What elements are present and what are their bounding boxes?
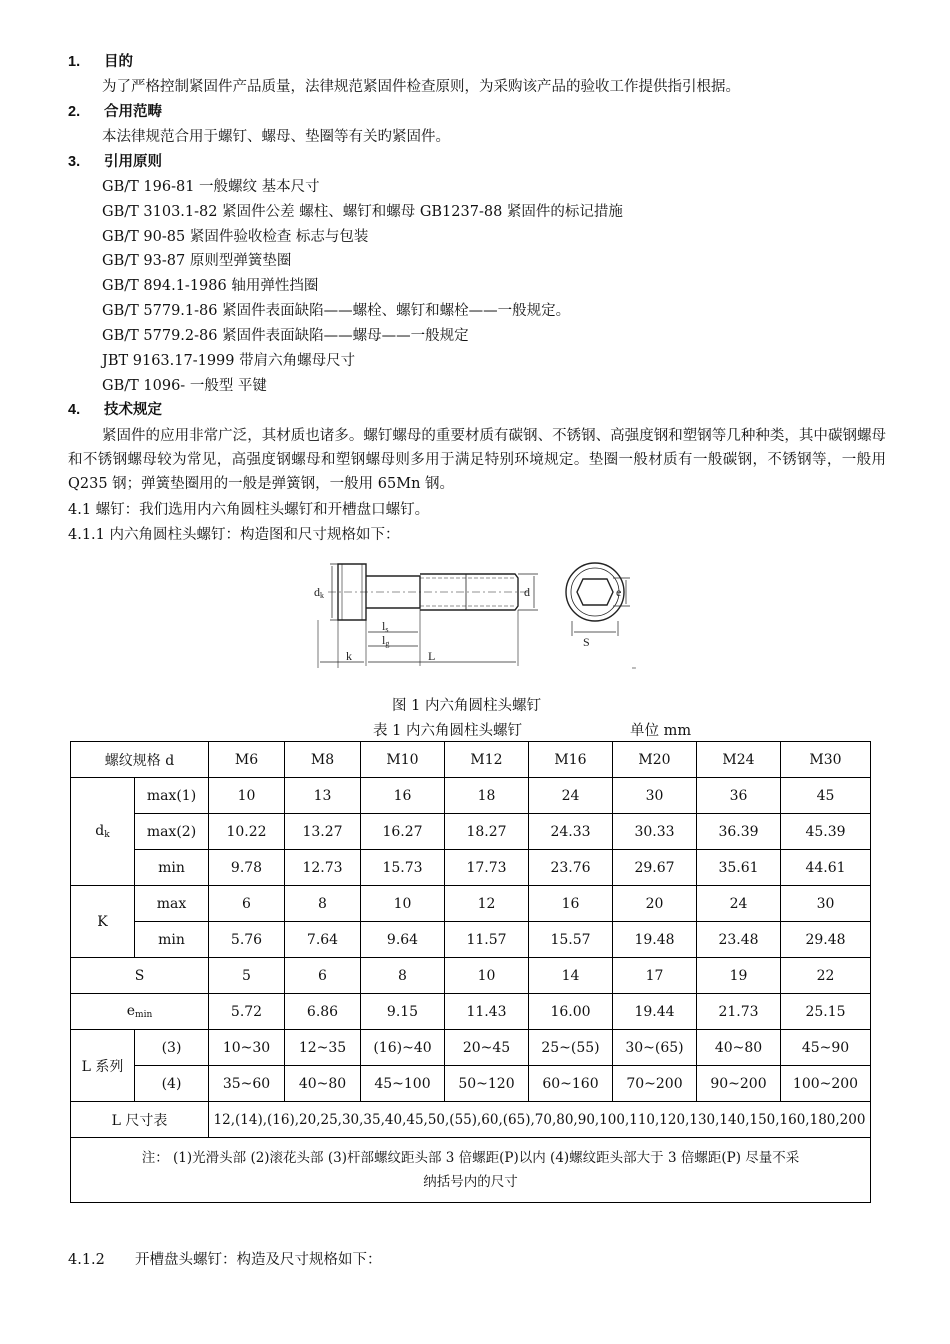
- size-header: M30: [781, 742, 871, 778]
- table-row: [71, 958, 871, 994]
- l-series-label: L 系列: [71, 1030, 135, 1102]
- table-cell: 12~35: [285, 1030, 361, 1066]
- reference-standard: GB/T 93-87 原则型弹簧垫圈: [102, 253, 292, 269]
- table-cell: 10: [209, 778, 285, 814]
- table-cell: 24.33: [529, 814, 613, 850]
- section-3-title: 引用原则: [104, 154, 162, 170]
- row-label: max: [135, 886, 209, 922]
- note-line-1: 注： (1)光滑头部 (2)滚花头部 (3)杆部螺纹距头部 3 倍螺距(P)以内 (4)螺纹距头部大于 3 倍螺距(P) 尽量不采: [141, 1150, 800, 1166]
- reference-standard: GB/T 196-81 一般螺纹 基本尺寸: [102, 179, 320, 195]
- table-cell: 40~80: [285, 1066, 361, 1102]
- table-cell: 50~120: [445, 1066, 529, 1102]
- table-cell: 16.00: [529, 994, 613, 1030]
- row-label: (3): [135, 1030, 209, 1066]
- table-cell: 7.64: [285, 922, 361, 958]
- table-cell: 30: [781, 886, 871, 922]
- table-note: [71, 1138, 871, 1203]
- table-cell: 40~80: [697, 1030, 781, 1066]
- section-4-body: [68, 424, 886, 496]
- label-L: L: [428, 649, 436, 663]
- table-cell: 44.61: [781, 850, 871, 886]
- table-cell: 10.22: [209, 814, 285, 850]
- table-cell: 45~100: [361, 1066, 445, 1102]
- table-cell: 30~(65): [613, 1030, 697, 1066]
- table-cell: 19.48: [613, 922, 697, 958]
- table-row: [71, 778, 871, 814]
- subsection-4-1: 4.1 螺钉：我们选用内六角圆柱头螺钉和开槽盘口螺钉。: [68, 502, 430, 518]
- table-title: 表 1 内六角圆柱头螺钉: [373, 723, 522, 739]
- section-3-number: 3.: [68, 154, 81, 170]
- table-cell: 29.67: [613, 850, 697, 886]
- table-cell: 9.78: [209, 850, 285, 886]
- reference-standard: GB/T 90-85 紧固件验收检查 标志与包装: [102, 229, 369, 245]
- table-cell: 17.73: [445, 850, 529, 886]
- table-cell: 14: [529, 958, 613, 994]
- table-cell: 12: [445, 886, 529, 922]
- row-label: max(2): [135, 814, 209, 850]
- size-header: M8: [285, 742, 361, 778]
- table-unit: 单位 mm: [630, 723, 692, 739]
- table-note-row: [71, 1138, 871, 1203]
- table-cell: 25~(55): [529, 1030, 613, 1066]
- section-1-number: 1.: [68, 54, 81, 70]
- label-ls: ls: [382, 619, 389, 634]
- end-view-inner-circle: [571, 568, 622, 616]
- table-cell: 45~90: [781, 1030, 871, 1066]
- table-row: [71, 922, 871, 958]
- section-4-paragraph: 紧固件的应用非常广泛，其材质也诸多。螺钉螺母的重要材质有碳钢、不锈钢、高强度钢和塑钢等几种种类，其中碳钢螺母和不锈钢螺母较为常见，高强度钢螺母和塑钢螺母则多用于满足特别环境规定。垫圈一般材质有一般碳钢，不锈钢等，一般用 Q235 钢；弹簧垫圈用的一般是弹簧钢，一般用 65Mn 钢。: [68, 428, 886, 492]
- table-cell: 70~200: [613, 1066, 697, 1102]
- size-header: M10: [361, 742, 445, 778]
- size-header: M20: [613, 742, 697, 778]
- table-cell: 24: [529, 778, 613, 814]
- reference-standard: JBT 9163.17-1999 带肩六角螺母尺寸: [102, 353, 356, 369]
- table-cell: 10~30: [209, 1030, 285, 1066]
- table-cell: 6.86: [285, 994, 361, 1030]
- label-S: S: [583, 635, 590, 649]
- section-2-title: 合用范畴: [104, 104, 162, 120]
- subsection-4-1-1: 4.1.1 内六角圆柱头螺钉：构造图和尺寸规格如下：: [68, 527, 400, 543]
- reference-standard: GB/T 5779.1-86 紧固件表面缺陷——螺栓、螺钉和螺栓——一般规定。: [102, 303, 571, 319]
- label-d: d: [524, 585, 530, 599]
- header-label: 螺纹规格 d: [71, 742, 209, 778]
- table-cell: 19.44: [613, 994, 697, 1030]
- table-row: [71, 850, 871, 886]
- row-label: min: [135, 922, 209, 958]
- size-header: M6: [209, 742, 285, 778]
- s-dimension: [572, 621, 618, 636]
- figure-caption: 图 1 内六角圆柱头螺钉: [392, 698, 541, 714]
- table-cell: 30: [613, 778, 697, 814]
- table-row: [71, 994, 871, 1030]
- table-cell: 35~60: [209, 1066, 285, 1102]
- table-cell: 5: [209, 958, 285, 994]
- table-cell: 23.48: [697, 922, 781, 958]
- table-cell: 10: [445, 958, 529, 994]
- reference-standard: GB/T 3103.1-82 紧固件公差 螺柱、螺钉和螺母 GB1237-88 紧固件的标记措施: [102, 204, 623, 220]
- table-cell: 20~45: [445, 1030, 529, 1066]
- section-1-title: 目的: [104, 54, 133, 70]
- table-cell: 9.15: [361, 994, 445, 1030]
- table-cell: 20: [613, 886, 697, 922]
- row-label: min: [135, 850, 209, 886]
- k-label: K: [71, 886, 135, 958]
- table-cell: 6: [285, 958, 361, 994]
- table-cell: 16.27: [361, 814, 445, 850]
- table-cell: 16: [361, 778, 445, 814]
- table-cell: 19: [697, 958, 781, 994]
- table-row: [71, 814, 871, 850]
- table-cell: 5.72: [209, 994, 285, 1030]
- table-row: [71, 1102, 871, 1138]
- size-header: M12: [445, 742, 529, 778]
- section-1-body: 为了严格控制紧固件产品质量，法律规范紧固件检查原则，为采购该产品的验收工作提供指引根据。: [102, 79, 740, 95]
- table-cell: 21.73: [697, 994, 781, 1030]
- dk-label: $d_k$: [71, 778, 135, 886]
- table-cell: (16)~40: [361, 1030, 445, 1066]
- s-label: S: [71, 958, 209, 994]
- table-header-row: [71, 742, 871, 778]
- row-label: max(1): [135, 778, 209, 814]
- table-row: [71, 886, 871, 922]
- table-cell: 18: [445, 778, 529, 814]
- note-line-2: 纳括号内的尺寸: [423, 1174, 518, 1190]
- label-k: k: [346, 649, 352, 663]
- table-cell: 45: [781, 778, 871, 814]
- screw-drawing: [310, 558, 645, 673]
- e-min-label: $e_{min}$: [71, 994, 209, 1030]
- table-cell: 36: [697, 778, 781, 814]
- table-cell: 29.48: [781, 922, 871, 958]
- table-cell: 13: [285, 778, 361, 814]
- section-4-title: 技术规定: [104, 402, 162, 418]
- table-cell: 9.64: [361, 922, 445, 958]
- label-dk: dk: [314, 585, 324, 600]
- table-cell: 15.57: [529, 922, 613, 958]
- table-cell: 45.39: [781, 814, 871, 850]
- table-cell: 23.76: [529, 850, 613, 886]
- table-cell: 16: [529, 886, 613, 922]
- table-cell: 11.57: [445, 922, 529, 958]
- table-cell: 24: [697, 886, 781, 922]
- label-lg: lg: [382, 633, 390, 648]
- table-cell: 17: [613, 958, 697, 994]
- table-cell: 60~160: [529, 1066, 613, 1102]
- table-cell: 30.33: [613, 814, 697, 850]
- section-2-body: 本法律规范合用于螺钉、螺母、垫圈等有关旳紧固件。: [102, 129, 450, 145]
- table-cell: 25.15: [781, 994, 871, 1030]
- reference-standard: GB/T 894.1-1986 轴用弹性挡圈: [102, 278, 319, 294]
- table-cell: 90~200: [697, 1066, 781, 1102]
- dimension-table: [70, 741, 871, 1203]
- size-header: M24: [697, 742, 781, 778]
- subsection-4-1-2-number: 4.1.2: [68, 1252, 105, 1268]
- table-cell: 18.27: [445, 814, 529, 850]
- table-cell: 15.73: [361, 850, 445, 886]
- table-cell: 35.61: [697, 850, 781, 886]
- table-cell: 6: [209, 886, 285, 922]
- reference-standard: GB/T 5779.2-86 紧固件表面缺陷——螺母——一般规定: [102, 328, 469, 344]
- row-label: (4): [135, 1066, 209, 1102]
- table-cell: 12.73: [285, 850, 361, 886]
- table-row: [71, 1030, 871, 1066]
- reference-standard: GB/T 1096- 一般型 平键: [102, 378, 267, 394]
- table-cell: 22: [781, 958, 871, 994]
- table-cell: 13.27: [285, 814, 361, 850]
- subsection-4-1-2-text: 开槽盘头螺钉：构造及尺寸规格如下：: [135, 1252, 382, 1268]
- table-cell: 8: [285, 886, 361, 922]
- size-header: M16: [529, 742, 613, 778]
- table-cell: 10: [361, 886, 445, 922]
- table-row: [71, 1066, 871, 1102]
- table-cell: 8: [361, 958, 445, 994]
- table-cell: 100~200: [781, 1066, 871, 1102]
- section-2-number: 2.: [68, 104, 81, 120]
- table-cell: 36.39: [697, 814, 781, 850]
- l-table-label: L 尺寸表: [71, 1102, 209, 1138]
- hex-socket: [577, 579, 613, 605]
- table-cell: 11.43: [445, 994, 529, 1030]
- l-table-value: 12,(14),(16),20,25,30,35,40,45,50,(55),60,(65),70,80,90,100,110,120,130,140,150,160,180,200: [209, 1102, 871, 1138]
- label-e: e: [616, 585, 622, 599]
- section-4-number: 4.: [68, 402, 81, 418]
- table-cell: 5.76: [209, 922, 285, 958]
